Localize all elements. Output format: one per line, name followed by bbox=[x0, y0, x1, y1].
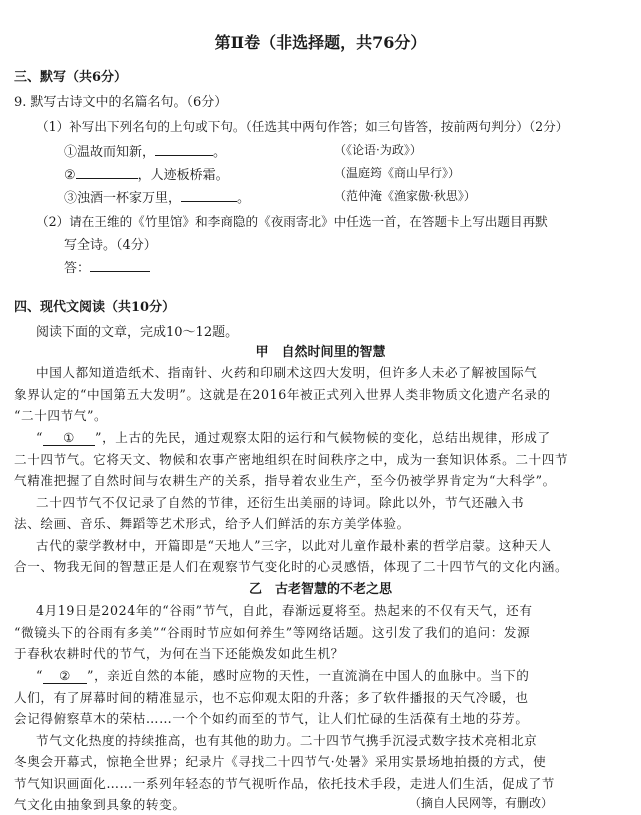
article-a-line: 象界认定的“中国第五大发明”。这就是在2016年被正式列入世界人类非物质文化遗产名录的 bbox=[14, 387, 551, 402]
article-a-line-blank1: “ ① ”，上古的先民，通过观察太阳的运行和气候物候的变化，总结出规律，形成了 bbox=[36, 430, 551, 445]
article-b-line: 会记得俯察草木的荣枯……一个个如约而至的节气，让人们忙碌的生活葆有土地的芬芳。 bbox=[14, 711, 529, 726]
article-a-line: 二十四节气不仅记录了自然的节律，还衍生出美丽的诗词。除此以外，节气还融入书 bbox=[36, 495, 525, 510]
article-a-line: “二十四节气”。 bbox=[14, 408, 108, 423]
article-b-line: 节气知识画面化……一系列年轻态的节气视听作品，依托技术手段，走进人们生活，促成了节 bbox=[14, 776, 555, 791]
section4-heading: 四、现代文阅读（共10分） bbox=[14, 300, 176, 315]
article-b-line: 4月19日是2024年的“谷雨”节气，自此，春渐远夏将至。热起来的不仅有天气，还有 bbox=[36, 603, 533, 618]
q9-sub2-line2: 写全诗。（4分） bbox=[64, 238, 157, 253]
article-b-title: 乙 古老智慧的不老之思 bbox=[248, 582, 392, 597]
article-a-line: 法、绘画、音乐、舞蹈等艺术形式，给予人们鲜活的东方美学体验。 bbox=[14, 516, 410, 531]
line1-cite: （《论语·为政》） bbox=[334, 143, 422, 157]
article-a-title: 甲 自然时间里的智慧 bbox=[255, 345, 386, 360]
page-title: 第Ⅱ卷（非选择题，共76分） bbox=[214, 33, 427, 52]
blank2[interactable]: ② bbox=[43, 668, 87, 684]
line3-num: ③ bbox=[64, 191, 78, 206]
q9-sub2-line1: （2）请在王维的《竹里馆》和李商隐的《夜雨寄北》中任选一首，在答题卡上写出题目再默 bbox=[36, 214, 548, 229]
line2-num: ② bbox=[64, 168, 76, 183]
reading-instruction: 阅读下面的文章，完成10～12题。 bbox=[36, 325, 239, 340]
q9-sub1: （1）补写出下列名句的上句或下句。（任选其中两句作答；如三句皆答，按前两句判分）（2分） bbox=[36, 119, 569, 134]
blank1[interactable]: ① bbox=[43, 430, 95, 446]
q9-line3 bbox=[64, 187, 250, 206]
article-b-line: “微镜头下的谷雨有多美”“谷雨时节应如何养生”等网络话题。这引发了我们的追问：发源 bbox=[14, 625, 531, 640]
article-a-line: 中国人都知道造纸术、指南针、火药和印刷术这四大发明，但许多人未必了解被国际气 bbox=[36, 365, 538, 380]
line1-answer-blank[interactable] bbox=[155, 143, 213, 156]
line1-end: 。 bbox=[213, 145, 227, 160]
q9-answer bbox=[64, 257, 150, 276]
line3-answer-blank[interactable] bbox=[181, 189, 237, 202]
line2-text: ，人迹板桥霜。 bbox=[137, 168, 229, 183]
article-a-line: 合一、物我无间的智慧正是人们在观察节气变化时的心灵感悟，体现了二十四节气的文化内涵。 bbox=[14, 559, 569, 574]
article-b-line-blank2: “ ② ”，亲近自然的本能，感时应物的天性，一直流淌在中国人的血脉中。当下的 bbox=[36, 668, 530, 683]
article-b-line: 人们，有了屏幕时间的精准显示，也不忘仰观太阳的升落；多了软件播报的天气冷暖，也 bbox=[14, 690, 529, 705]
answer-blank[interactable] bbox=[90, 259, 150, 272]
section3-heading: 三、默写（共6分） bbox=[14, 70, 128, 85]
article-a-line: 二十四节气。它将天文、物候和农事产密地组织在时间秩序之中，成为一套知识体系。二十四节 bbox=[14, 452, 569, 467]
line3-end: 。 bbox=[237, 191, 251, 206]
article-b-line: 冬奥会开幕式，惊艳全世界；纪录片《寻找二十四节气·处暑》采用实景场地拍摄的方式，使 bbox=[14, 754, 547, 769]
article-source: （摘自人民网等，有删改） bbox=[408, 796, 553, 810]
line2-answer-blank[interactable] bbox=[76, 166, 138, 179]
line1-text: 温故而知新， bbox=[77, 145, 156, 160]
article-b-line: 气文化由抽象到具象的转变。 bbox=[14, 797, 186, 812]
article-a-line: 古代的蒙学教材中，开篇即是“天地人”三字，以此对儿童作最朴素的哲学启蒙。这种天人 bbox=[36, 538, 552, 553]
line3-text: 浊酒一杯家万里， bbox=[77, 191, 182, 206]
q9-stem: 9. 默写古诗文中的名篇名句。（6分） bbox=[14, 95, 228, 110]
q9-line2 bbox=[64, 164, 229, 183]
q9-line1 bbox=[64, 141, 226, 160]
line3-cite: （范仲淹《渔家傲·秋思》） bbox=[334, 189, 476, 203]
article-b-line: 节气文化热度的持续推高，也有其他的助力。二十四节气携手沉浸式数字技术亮相北京 bbox=[36, 733, 538, 748]
article-a-line: 气精准把握了自然时间与农耕生产的关系，指导着农业生产，至今仍被学界肯定为“大科学”。 bbox=[14, 473, 556, 488]
answer-label: 答： bbox=[64, 261, 91, 276]
line2-cite: （温庭筠《商山早行》） bbox=[334, 166, 461, 180]
article-b-line: 于春秋农耕时代的节气，为何在当下还能焕发如此生机？ bbox=[14, 646, 344, 661]
line1-num: ① bbox=[64, 145, 78, 160]
